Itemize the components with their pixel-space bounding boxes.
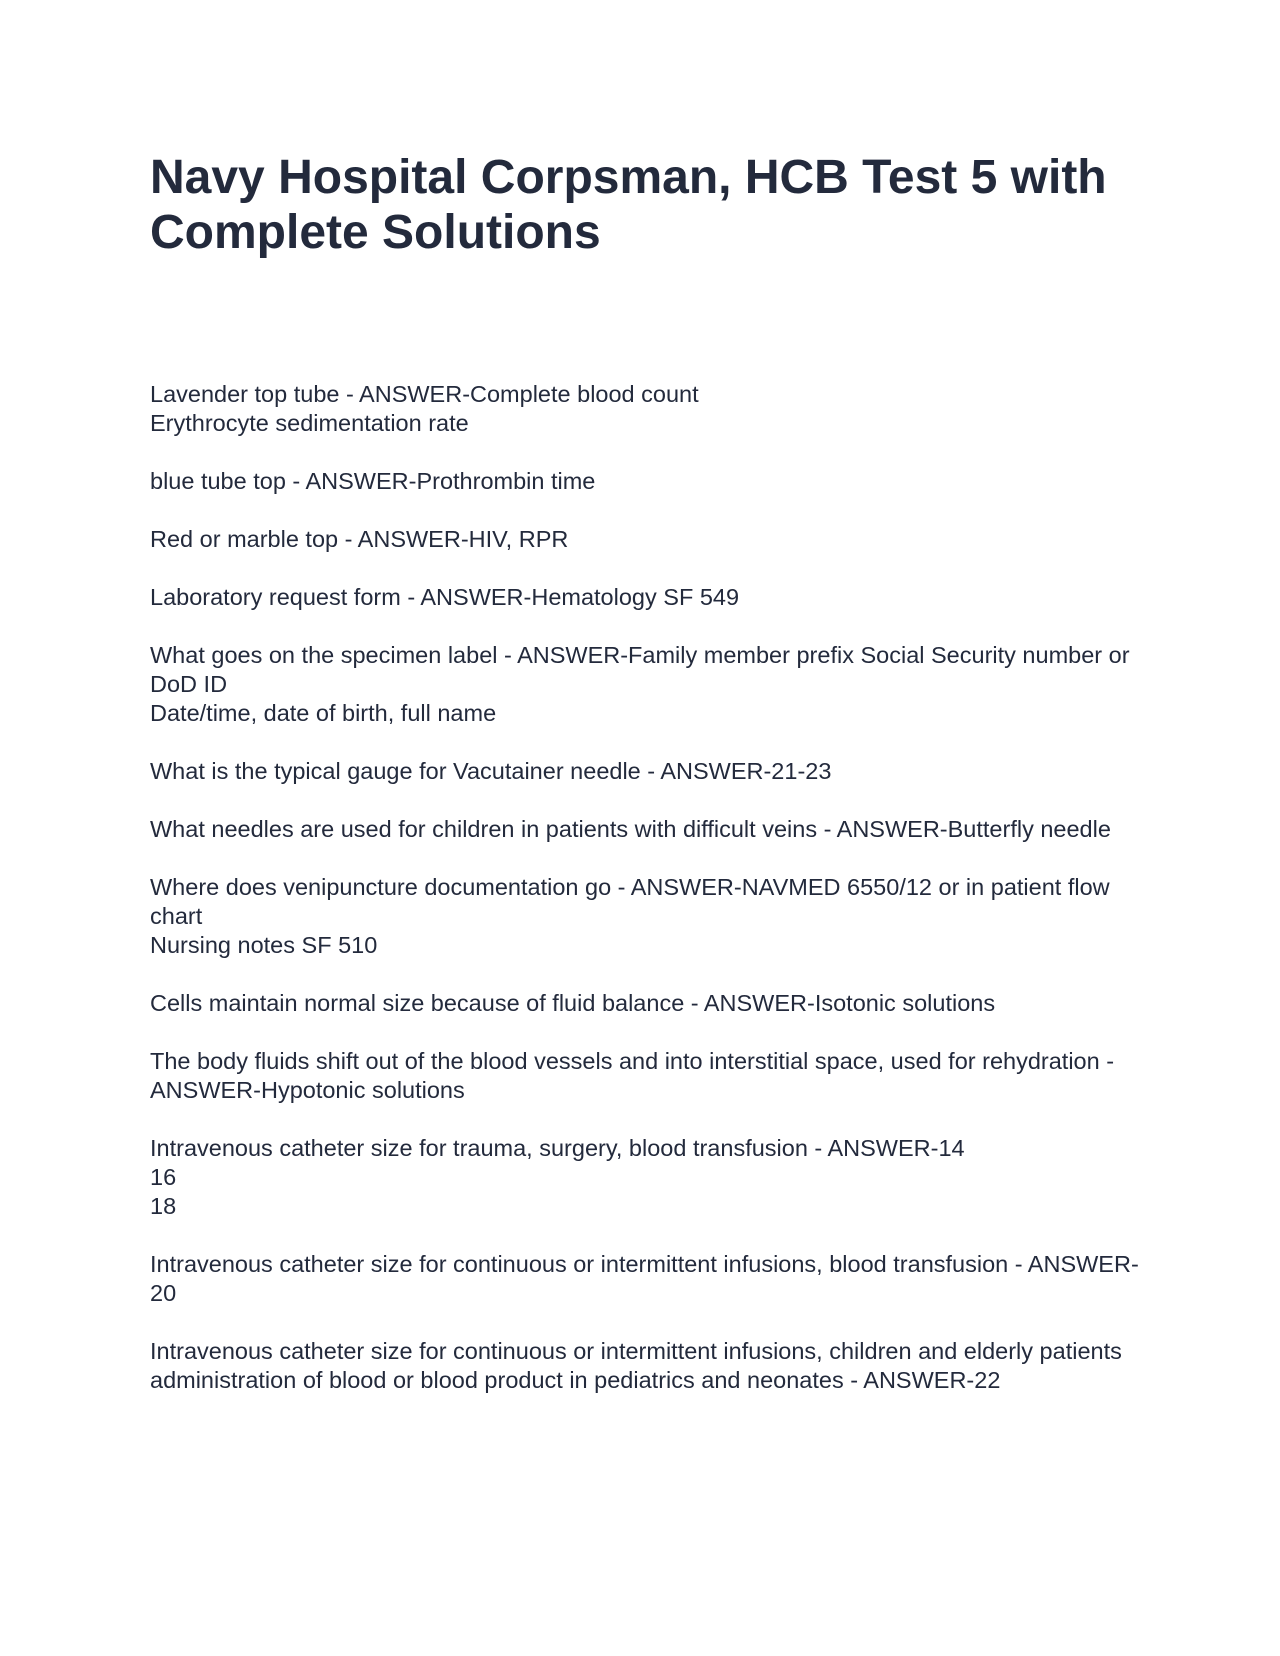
qa-item: Cells maintain normal size because of fluid balance - ANSWER-Isotonic solutions [150, 990, 996, 1016]
qa-item: Intravenous catheter size for continuous or intermittent infusions, children and elderly patients administration of blood or blood product in pediatrics and neonates - ANSWER-22 [150, 1338, 1122, 1393]
qa-item: What is the typical gauge for Vacutainer needle - ANSWER-21-23 [150, 758, 832, 784]
qa-item: Intravenous catheter size for trauma, surgery, blood transfusion - ANSWER-14 16 18 [150, 1135, 965, 1219]
qa-item: Where does venipuncture documentation go - ANSWER-NAVMED 6550/12 or in patient flow chart Nursing notes SF 510 [150, 874, 1110, 958]
qa-item: What needles are used for children in patients with difficult veins - ANSWER-Butterfly needle [150, 816, 1111, 842]
qa-item: blue tube top - ANSWER-Prothrombin time [150, 468, 596, 494]
qa-list [150, 380, 1140, 1424]
qa-item: Laboratory request form - ANSWER-Hematology SF 549 [150, 584, 740, 610]
qa-item: Lavender top tube - ANSWER-Complete blood count Erythrocyte sedimentation rate [150, 381, 699, 436]
qa-item: Intravenous catheter size for continuous or intermittent infusions, blood transfusion - ANSWER-20 [150, 1251, 1139, 1306]
qa-item: Red or marble top - ANSWER-HIV, RPR [150, 526, 569, 552]
document-title: Navy Hospital Corpsman, HCB Test 5 with Complete Solutions [150, 151, 1107, 259]
qa-item: What goes on the specimen label - ANSWER-Family member prefix Social Security number or DoD ID Date/time, date of birth, full name [150, 642, 1130, 726]
qa-item: The body fluids shift out of the blood vessels and into interstitial space, used for rehydration - ANSWER-Hypotonic solutions [150, 1048, 1115, 1103]
